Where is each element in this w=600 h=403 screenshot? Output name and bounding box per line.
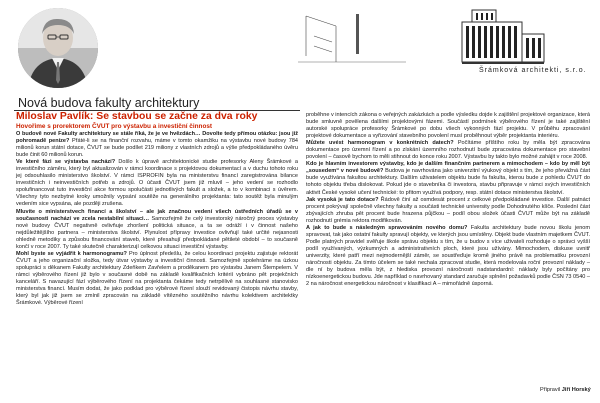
- signature-name: Jiří Horský: [561, 387, 591, 393]
- article-column-right: [306, 112, 590, 288]
- question: O budově nové Fakulty architektury se stále říká, že je ve hvězdách… Dovolte tedy přímou otázku: jsou již pohromadě peníze?: [16, 131, 298, 145]
- answer: Řádově činí až osmdesát procent z celkové předpokládané investice. Další patnáct procent pokrývají společně všechny fakulty a součásti technické university podle Dohodnutého klíče. Poslední část zbývajících zhruba pět procent bude hrazena půjčkou – podíl obou složek účasti ČVUT může být na základě rozhodnutí grémia rektora modifikován.: [306, 196, 590, 224]
- answer: Fakulta architektury bude novou školu jenom spravovat, tak jako ostatní fakulty spravují objekty, ve kterých jsou umístěny. Objekt bude vlastním majetkem ČVUT. Podle platných pravidel svěřuje škole správu objektu s tím, že u budov s více uživateli rozhoduje o správci vyšší podíl využívaných, výzkumných a administrativních ploch, které jsou užívány. Mimochodem, diskuse uvnitř univerzity, které patří mezi nejmodernější záměr, se soustřeďuje kromě jiného právě na problematiku provozní náročnosti objektu. Za tímto účelem se také nechala zpracovat studie, která modelovala roční provozní náklady – dle ní by budova měla být, z hlediska provozní náročnosti nadstandardní: náklady byly počítány pro nízkoenergetickou budovu. Jde například o navrhovaný standard zaručuje splnění požadavků podle ČSN 73 0540 – 2 na náročnost energetickou náročnost v klasifikaci A – mimořádně úsporná.: [306, 224, 591, 288]
- paragraph: [16, 209, 298, 251]
- answer: Počítáme příštího roku by měla být zpracována dokumentace pro územní řízení a po získání územního rozhodnutí bude zpracována dokumentace pro stavební povolení – časově bychom to měli stihnout do konce roku 2007. Výstavbu by takto bylo možné zahájit v roce 2008.: [306, 140, 590, 161]
- logo-text: Šrámková architekti, s.r.o.: [479, 67, 587, 74]
- question: Mohl byste se vyjádřit k harmonogramu?: [16, 250, 127, 257]
- signature-prefix: Připravil: [540, 387, 561, 393]
- paragraph: [306, 140, 590, 161]
- article-column-left: [16, 111, 298, 307]
- paragraph: [16, 131, 298, 159]
- portrait-icon: [18, 8, 98, 88]
- architect-logo: [296, 6, 596, 94]
- portrait-photo: [18, 8, 98, 88]
- paragraph: [306, 197, 590, 225]
- answer: Budova je navrhována jako univerzitní výukový objekt s tím, že jeho převážná část bude využívána fakultou architektury. Dalším uživatelem objektu bude fa fakulta, kterou bude z pohledu ČVUT do tohoto objektu třeba dislokovat. Pokud jde o stavebníka či investora, stavbu připravuje v rámci svých investičních aktivit České vysoké učení technické: to přitom využívá podpory, resp. státní dotace ministerstva školství.: [306, 168, 591, 196]
- answer: Přáté-li se na finanční rozvahu, máme v tomto okamžiku na výstavbu nové budovy 784 milionů korun státní dotace, ČVUT se bude podílet 219 miliony z vlastních zdrojů a výše předpokládaného úvěru bude činit 60 milionů korun.: [16, 138, 298, 159]
- article-headline: Miloslav Pavlík: Se stavbou se začne za dva roky: [16, 111, 258, 122]
- article-subtitle: Hovořime s prorektorem ČVUT pro výstavbu a investiční činnost: [16, 123, 213, 130]
- answer: proběhne v intencích zákona o veřejných zakázkách a podle výsledku dojde k zajištění projektové organizace, která bude smluvně povělena dalšími projektovými fázemi. Součástí podmínek výběrového řízení je také zajištění autorské spolupráce profesorky Šrámkové po dobu všech vykonných fází projektu. V průběhu zpracování projektové dokumentace a vyřizování stavebního povolení musí proběhnout výběr projektanta interiéru.: [306, 112, 590, 140]
- question: Můžete uvést harmonogram v konkrétních datech?: [306, 140, 454, 147]
- paragraph: [306, 161, 590, 196]
- question: Kdo je hlavním investorem výstavby, kdo je dalším finančním partnerem a mimochodem – kdo by měl být „sousedem“ v nové budově?: [306, 161, 590, 175]
- paragraph: [306, 225, 590, 288]
- question: Ve které fázi se výstavba nachází?: [16, 159, 116, 166]
- question: A jak to bude s následným spravováním nového domu?: [306, 224, 468, 231]
- building-illustration-icon: [296, 6, 596, 94]
- paragraph: [16, 159, 298, 208]
- answer: Pro úplnost předešlu, že celou koordinaci projektu zajistuje rektorát ČVUT a jeho organizační složka, tedy útvar výstavby a investiční činnosti. Samozřejmě spolehráme na úzkou spolupráci s děkanem Fakulty architektury Zdeňkem Zavřelem a proděkanem pro výstavbu Janem Štempelem. V rámci výběrového řízení již bylo v současné době na základě kvalifikačních kritérií vybráno pět projekčních kanceláří. S navazující fází výběrového řízení na projektanta čekáme tedy netrpělivě na souhlasné stanovisko ministerstva financí. Musím dodat, že jako podklad pro výběrové řízení slouží revidovaný čistopis návrhu stavby, který byl jak již jsem se zmínil zpracován na základě vítězného soutěžního návrhu kolektivem architektky Šrámkové. Výběrové řízení: [16, 250, 299, 307]
- paragraph: [16, 251, 298, 307]
- answer: Došlo k úpravě architektonické studie profesorky Aleny Šrámkové a investičního záměru, který byl aktualizován v rámci koordinace s projektovou dokumentací a v duchu tohoto roku jej odsouhlasilo ministerstvo školství. V rámci ISPROFIN byla na ministerstvu financí zaregistrována bilance investičních i neinvestičních potřeb a zdrojů. O účasti ČVUT jsem již mluvil – jeho vedení se rozhodlo spolufinancovat tuto investiční akce formou spolučásti jednotlivých fakult a složek, a to v kombinaci s úvěrem. Všechny tyto nezbytné kroky umožnily vypsání soutěže na generálního projektanta: tato soutěž byla minulým vedením sice vypsána, ale později zrušena.: [16, 159, 298, 208]
- question: Mluvíte o ministerstvech financí a školství – ale jak značnou vedení všech ústředních úřadů se v současnosti nachází ve zcela nestabilní situaci…: [16, 208, 298, 222]
- answer: Samozřejmě že celý investorský náročný proces výstavby nové budovy ČVUT negativně ovlivňuje zhoršení politická situace, a ta se odráží i v činnost našeho nejdůležitějšího partnera – ministerstva školství. Plynulost přípravy investice ovlivňují také určité nejasnosti ohledně metodiky a způsobu financování staveb, které přesahují předpokládané pětileté období – to současně končí v roce 2007. Ty také skutečně charakterizují celkovou situaci investiční výstavby.: [16, 215, 298, 250]
- question: Jak vysoká je tato dotace?: [306, 196, 379, 203]
- page-title: Nová budova fakulty architektury: [18, 96, 200, 110]
- article-signature: [540, 387, 591, 393]
- paragraph: [306, 112, 590, 140]
